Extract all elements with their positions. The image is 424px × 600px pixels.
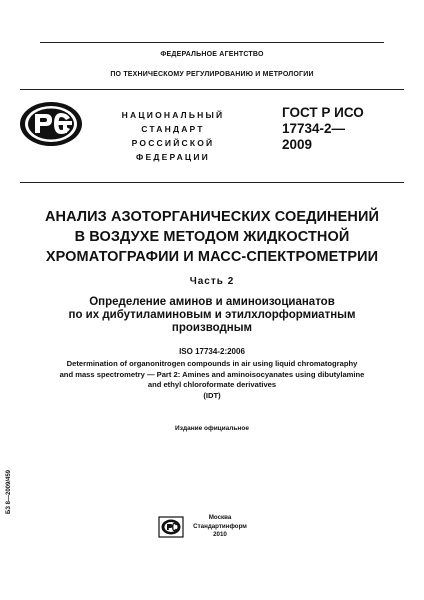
english-line-2: and mass spectrometry — Part 2: Amines and aminoisocyanates using dibutylamine [59,369,365,379]
subtitle-line-3: производным [171,322,253,334]
subtitle-line-1: Определение аминов и аминоизоцианатов [89,296,335,308]
title-line-2: В ВОЗДУХЕ МЕТОДОМ ЖИДКОСТНОЙ [74,229,350,245]
publisher-block [190,514,250,540]
block-rule [20,182,404,183]
part-label: Часть 2 [189,276,235,287]
publisher-city: Москва [208,514,232,521]
rst-logo-icon [18,100,84,148]
side-code: БЗ 8—2009/459 [6,469,12,514]
agency-line-2: ПО ТЕХНИЧЕСКОМУ РЕГУЛИРОВАНИЮ И МЕТРОЛОГИИ [110,71,314,78]
national-line-2: СТАНДАРТ [141,124,205,134]
national-line-4: ФЕДЕРАЦИИ [136,152,210,162]
publisher-logo-icon [158,516,184,538]
english-title [20,359,404,401]
designation-line-3: 2009 [282,137,313,152]
publisher-year: 2010 [213,531,227,538]
subtitle-line-2: по их дибутиламиновым и этилхлорформиатным [68,309,356,321]
national-line-3: РОССИЙСКОЙ [131,138,215,148]
title-line-3: ХРОМАТОГРАФИИ И МАСС-СПЕКТРОМЕТРИИ [45,249,379,265]
english-line-3: and ethyl chloroformate derivatives [147,380,277,389]
agency-line-1: ФЕДЕРАЛЬНОЕ АГЕНТСТВО [160,51,264,58]
iso-number: ISO 17734-2:2006 [179,347,245,356]
document-subtitle [30,296,394,335]
standard-designation [282,105,364,153]
top-rule [40,42,384,43]
title-line-1: АНАЛИЗ АЗОТОРГАНИЧЕСКИХ СОЕДИНЕНИЙ [44,209,380,225]
national-line-1: НАЦИОНАЛЬНЫЙ [121,110,225,120]
designation-line-1: ГОСТ Р ИСО [282,105,364,120]
document-title [20,207,404,267]
edition-label: Издание официальное [175,425,249,432]
english-line-1: Determination of organonitrogen compounds in air using liquid chromatography [66,359,358,368]
english-line-4: (IDT) [203,390,221,400]
national-standard-label [118,108,228,164]
publisher-name: Стандартинформ [193,522,247,530]
designation-line-2: 17734-2— [282,121,346,136]
header-rule [20,89,404,90]
